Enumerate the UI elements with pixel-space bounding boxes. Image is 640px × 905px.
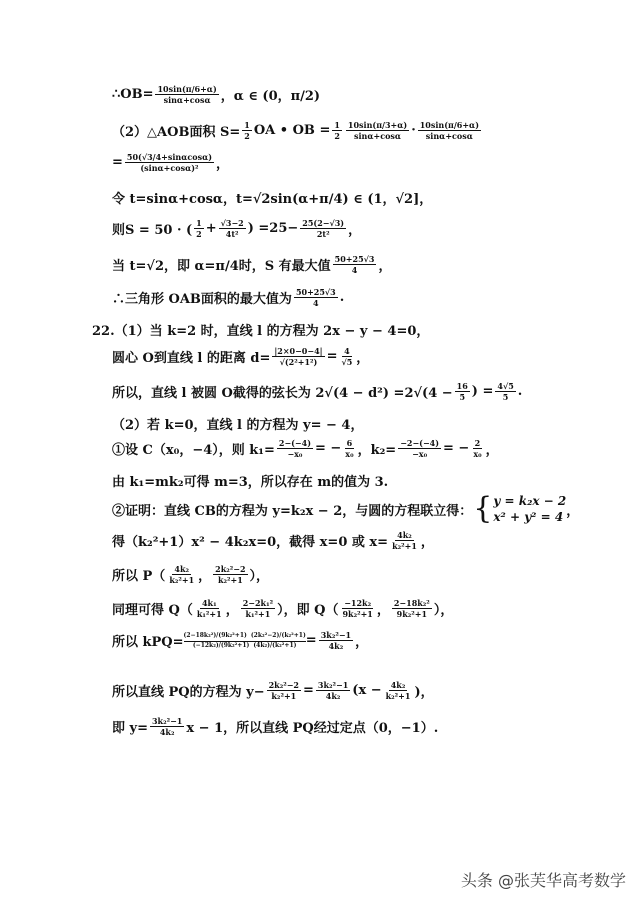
fraction: $\frac{\text{−12k₂}}{\text{9k₂²+1}}$ (342, 598, 373, 619)
fraction: $\frac{\text{3k₂²−1}}{\text{4k₂}}$ (320, 630, 352, 651)
equation-system: y = k₂x − 2 x² + y² = 4 (493, 494, 567, 524)
fraction: $\frac{\text{3k₂²−1}}{\text{4k₂}}$ (317, 680, 349, 701)
fraction: $\frac{\text{4k₂}}{\text{k₂²+1}}$ (392, 530, 417, 551)
fraction: $\frac{\text{2k₂²−2}}{\text{k₂²+1}}$ (268, 680, 299, 701)
solution-line-point-q: 同理可得 Q（ $\frac{\text{4k₁}}{\text{k₁²+1}}$ ， $\frac{\text{2−2k₁²}}{\text{k₁²+1}}$ ），即 Q（ $\frac{\text{−12k₂}}{\text{9k₂²+1}}$ ， $\frac{\text{2−18k₂²}}{\text{9k₂²+1}}$ ）， (112, 598, 454, 619)
fraction: $\frac{\text{3k₂²−1}}{\text{4k₂}}$ (151, 716, 183, 737)
fraction: $\frac{50+25√3}{4}$ (334, 254, 375, 275)
solution-line-fixed-point: 即 y= $\frac{\text{3k₂²−1}}{\text{4k₂}}$ x − 1，所以直线 PQ经过定点（0，−1）. (112, 716, 439, 737)
fraction: $\frac{√3-2}{\text{4t²}}$ (220, 218, 244, 239)
fraction: $\frac{|2\times 0-0-4|}{\text{√(2²+1²)}}$ (274, 346, 323, 367)
fraction: $\frac{16}{5}$ (456, 381, 468, 402)
fraction: $\frac{\text{4k₂}}{\text{k₂²+1}}$ (169, 564, 195, 585)
compound-fraction: (2−18k₂²)/(9k₂²+1) (2k₂²−2)/(k₂²+1) (−12k₂)/(9k₂²+1) (4k₂)/(k₂²+1) (183, 631, 306, 649)
fraction: $\frac{\text{4k₂}}{\text{k₂²+1}}$ (385, 680, 411, 701)
problem-22-part1-heading: 22.（1）当 k=2 时，直线 l 的方程为 2x − y − 4=0， (92, 324, 430, 339)
solution-line-slope-pq: 所以 kPQ= (2−18k₂²)/(9k₂²+1) (2k₂²−2)/(k₂²+1) (−12k₂)/(9k₂²+1) (4k₂)/(k₂²+1) = $\frac{\text{3k₂²−1}}{\text{4k₂}}$ ， (112, 630, 369, 651)
solution-line-area-simplified: = $\frac{50(√3/4+\sin\alpha\cos\alpha)}{\text{(sinα+cosα)²}}$ ， (112, 152, 230, 173)
fraction: $\frac{10\sin(\pi/6+\alpha)}{\sin\alpha+\cos\alpha}$ (157, 84, 217, 105)
solution-line-ob: ∴OB= $\frac{10\sin(\pi/6+\alpha)}{\sin\alpha+\cos\alpha}$ ，α ∈ (0，π/2) (112, 84, 321, 105)
fraction: $\frac{10\sin(\pi/3+\alpha)}{\sin\alpha+\cos\alpha}$ (347, 120, 408, 141)
watermark: 头条 @张芙华高考数学 (460, 871, 626, 890)
solution-line-distance: 圆心 O到直线 l 的距离 d= $\frac{|2\times 0-0-4|}{\text{√(2²+1²)}}$ = $\frac{4}{√5}$ ， (112, 346, 370, 367)
fraction: $\frac{1}{2}$ (334, 120, 340, 141)
solution-line-point-p: 所以 P（ $\frac{\text{4k₂}}{\text{k₂²+1}}$ ， $\frac{\text{2k₂²−2}}{\text{k₂²+1}}$ ）， (112, 564, 270, 585)
fraction: $\frac{\text{4k₁}}{\text{k₁²+1}}$ (196, 598, 222, 619)
solution-line-proof: ②证明：直线 CB的方程为 y=k₂x − 2，与圆的方程联立得： { y = k₂x − 2 x² + y² = 4 ， (112, 491, 580, 526)
solution-line-s-expression: 则S = 50 · ( $\frac{1}{2}$ + $\frac{√3-2}{\text{4t²}}$ ) =25− $\frac{25(2-√3)}{\text{2t²}}$ ， (112, 218, 362, 239)
fraction: $\frac{10\sin(\pi/6+\alpha)}{\sin\alpha+\cos\alpha}$ (419, 120, 479, 141)
solution-line-pq-equation: 所以直线 PQ的方程为 y− $\frac{\text{2k₂²−2}}{\text{k₂²+1}}$ = $\frac{\text{3k₂²−1}}{\text{4k₂}}$ (x − $\frac{\text{4k₂}}{\text{k₂²+1}}$ )， (112, 680, 434, 701)
fraction: $\frac{\text{2−18k₂²}}{\text{9k₂²+1}}$ (393, 598, 430, 619)
solution-line-slopes: ①设 C（x₀，−4），则 k₁= $\frac{2-(-4)}{\text{−x₀}}$ = − $\frac{6}{\text{x₀}}$ ，k₂= $\frac{-2-(-4)}{\text{−x₀}}$ = − $\frac{2}{\text{x₀}}$ ， (112, 438, 499, 459)
fraction: $\frac{2-(-4)}{\text{−x₀}}$ (278, 438, 311, 459)
fraction: $\frac{25(2-√3)}{\text{2t²}}$ (302, 218, 345, 239)
brace-glyph: { (473, 491, 493, 526)
solution-line-max: 当 t=√2，即 α=π/4时，S 有最大值 $\frac{50+25√3}{4}$ ， (112, 254, 392, 275)
fraction: $\frac{\text{2k₂²−2}}{\text{k₂²+1}}$ (215, 564, 246, 585)
fraction: $\frac{50(√3/4+\sin\alpha\cos\alpha)}{\text{(sinα+cosα)²}}$ (126, 152, 213, 173)
solution-line-conclusion: ∴三角形 OAB面积的最大值为 $\frac{50+25√3}{4}$ . (112, 287, 345, 308)
fraction: $\frac{\text{2−2k₁²}}{\text{k₁²+1}}$ (242, 598, 274, 619)
solution-line-roots: 得（k₂²+1）x² − 4k₂x=0，截得 x=0 或 x= $\frac{\text{4k₂}}{\text{k₂²+1}}$ ， (112, 530, 434, 551)
fraction: $\frac{2}{\text{x₀}}$ (473, 438, 482, 459)
fraction: $\frac{1}{2}$ (196, 218, 202, 239)
fraction: $\frac{4√5}{5}$ (497, 381, 514, 402)
fraction: $\frac{1}{2}$ (244, 120, 250, 141)
problem-22-part2-heading: （2）若 k=0，直线 l 的方程为 y= − 4， (112, 418, 364, 433)
fraction: $\frac{-2-(-4)}{\text{−x₀}}$ (400, 438, 439, 459)
solution-line-chord: 所以，直线 l 被圆 O截得的弦长为 2√(4 − d²) =2√(4 − $\frac{16}{5}$ ) = $\frac{4√5}{5}$ . (112, 381, 523, 402)
solution-line-substitution: 令 t=sinα+cosα，t=√2sin(α+π/4) ∈ (1，√2]， (112, 192, 433, 207)
fraction: $\frac{50+25√3}{4}$ (295, 287, 336, 308)
solution-line-area: （2）△AOB面积 S= $\frac{1}{2}$ OA • OB = $\frac{1}{2}$ $\frac{10\sin(\pi/3+\alpha)}{\sin\alpha+\cos\alpha}$ · $\frac{10\sin(\pi/6+\alpha)}{\sin\alpha+\cos\alpha}$ (112, 120, 479, 141)
fraction: $\frac{6}{\text{x₀}}$ (345, 438, 354, 459)
fraction: $\frac{4}{√5}$ (341, 346, 353, 367)
solution-line-m-value: 由 k₁=mk₂可得 m=3，所以存在 m的值为 3. (112, 475, 389, 490)
